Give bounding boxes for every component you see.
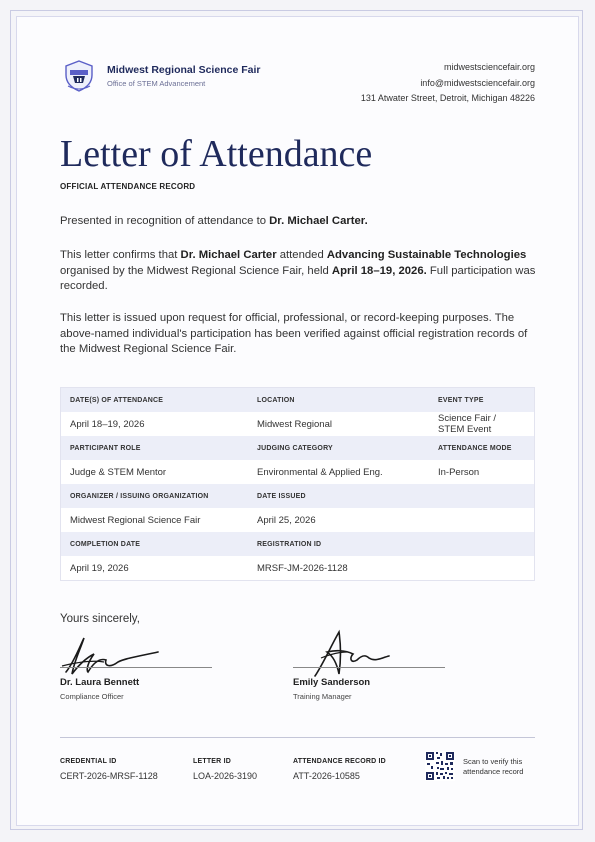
table-header-cell: PARTICIPANT ROLE: [61, 436, 249, 460]
table-header-cell: JUDGING CATEGORY: [248, 436, 429, 460]
table-row: [61, 508, 535, 532]
table-cell: [429, 508, 535, 532]
org-name: Midwest Regional Science Fair: [107, 64, 261, 76]
table-header-cell: [429, 532, 535, 556]
table-row: [61, 436, 535, 460]
contact-block: [361, 60, 535, 107]
email-link[interactable]: info@midwestsciencefair.org: [420, 77, 535, 88]
table-header-cell: DATE ISSUED: [248, 484, 429, 508]
table-row: [61, 412, 535, 436]
purpose-paragraph: This letter is issued upon request for official, professional, or record-keeping purposes. The above-named individual's participation has been verified against official registration records of the Midwest Regional Science Fair.: [60, 312, 528, 356]
recognition-paragraph: Presented in recognition of attendance to Dr. Michael Carter.: [60, 215, 368, 227]
event-name: Advancing Sustainable Technologies: [326, 249, 527, 261]
table-cell: In-Person: [429, 460, 535, 484]
table-header-cell: ORGANIZER / ISSUING ORGANIZATION: [61, 484, 249, 508]
table-header-cell: DATE(S) OF ATTENDANCE: [61, 388, 249, 413]
table-header-cell: EVENT TYPE: [429, 388, 535, 413]
attendance-record-id-value: ATT-2026-10585: [293, 771, 360, 781]
event-dates: April 18–19, 2026.: [331, 264, 427, 277]
address: 131 Atwater Street, Detroit, Michigan 48226: [360, 93, 535, 103]
table-row: [61, 388, 535, 413]
page-title: Letter of Attendance: [60, 133, 373, 175]
table-cell: Environmental & Applied Eng.: [248, 460, 429, 484]
page-subtitle: OFFICIAL ATTENDANCE RECORD: [60, 182, 196, 191]
table-cell: April 25, 2026: [248, 508, 429, 532]
signature-line: [293, 667, 445, 668]
qr-code-icon[interactable]: [425, 751, 455, 781]
signature-sanderson: [305, 628, 400, 680]
table-header-cell: ATTENDANCE MODE: [429, 436, 535, 460]
letter-id-value: LOA-2026-3190: [193, 771, 258, 781]
table-header-cell: REGISTRATION ID: [248, 532, 429, 556]
table-cell: MRSF-JM-2026-1128: [248, 556, 429, 581]
letter-id-label: LETTER ID: [193, 758, 231, 765]
table-row: [61, 532, 535, 556]
footer-divider: [60, 737, 535, 738]
closing-salutation: Yours sincerely,: [60, 613, 140, 625]
credential-id-label: CREDENTIAL ID: [60, 758, 117, 765]
table-header-cell: LOCATION: [248, 388, 429, 413]
credential-id-value: CERT-2026-MRSF-1128: [60, 771, 158, 781]
table-row: [61, 460, 535, 484]
table-cell: Midwest Regional: [248, 412, 429, 436]
details-table: [60, 387, 535, 581]
table-cell: [429, 556, 535, 581]
table-cell: Judge & STEM Mentor: [61, 460, 249, 484]
scan-instruction: Scan to verify this attendance record: [463, 757, 524, 776]
signatory-title: Training Manager: [293, 692, 352, 701]
website-link[interactable]: midwestsciencefair.org: [443, 62, 535, 72]
table-cell: Midwest Regional Science Fair: [61, 508, 249, 532]
table-cell: April 19, 2026: [61, 556, 249, 581]
signatory-title: Compliance Officer: [60, 692, 124, 701]
recipient-name: Dr. Michael Carter.: [269, 215, 368, 227]
table-row: [61, 556, 535, 581]
org-subtitle: Office of STEM Advancement: [107, 79, 206, 88]
signatory-name: Emily Sanderson: [293, 677, 371, 688]
table-header-cell: [429, 484, 535, 508]
table-header-cell: COMPLETION DATE: [61, 532, 249, 556]
attendance-record-id-label: ATTENDANCE RECORD ID: [293, 758, 386, 765]
table-cell: Science Fair / STEM Event: [429, 412, 535, 436]
signature-bennett: [60, 632, 165, 680]
table-row: [61, 484, 535, 508]
confirmation-paragraph: This letter confirms that Dr. Michael Carter attended Advancing Sustainable Technologies organised by the Midwest Regional Science Fair, held April 18–19, 2026. Full participation was recorded.: [60, 249, 536, 293]
table-cell: April 18–19, 2026: [61, 412, 249, 436]
signatory-name: Dr. Laura Bennett: [60, 677, 140, 688]
shield-crest-icon: [62, 59, 96, 93]
signature-line: [60, 667, 212, 668]
